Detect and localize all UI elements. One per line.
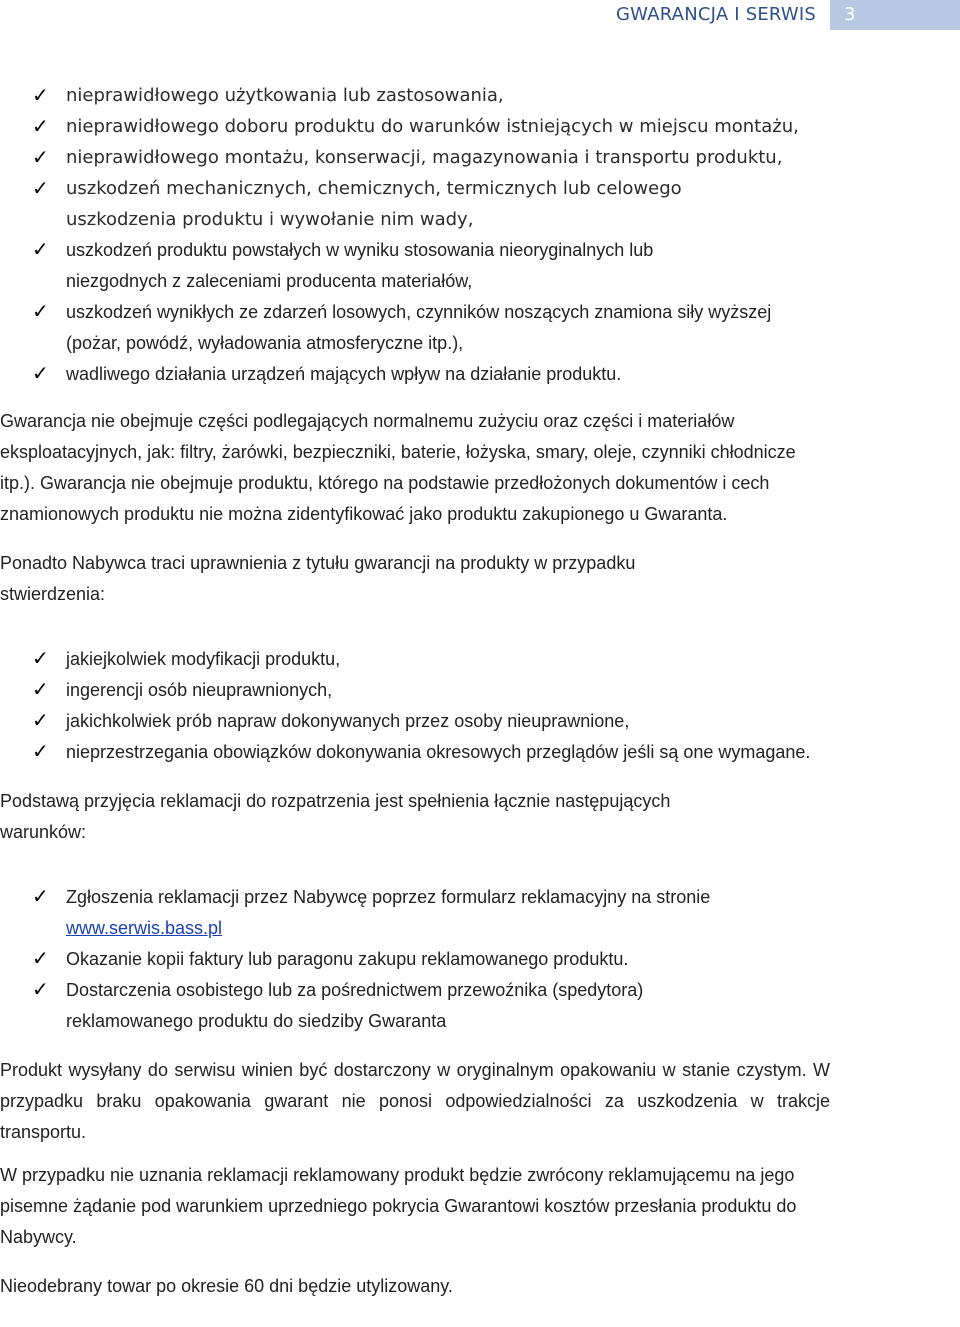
- page-header: [616, 0, 960, 30]
- list-item: ✓ uszkodzeń mechanicznych, chemicznych, termicznych lub celowego uszkodzenia produktu i wywołanie nim wady,: [0, 173, 960, 235]
- checkmark-icon: ✓: [32, 679, 49, 701]
- list-item: ✓ jakiejkolwiek modyfikacji produktu,: [0, 644, 960, 675]
- conditions-list: [0, 882, 960, 1037]
- header-title: GWARANCJA I SERWIS: [616, 4, 816, 25]
- checkmark-icon: ✓: [32, 741, 49, 763]
- page-number: 3: [830, 0, 960, 30]
- checkmark-icon: ✓: [32, 363, 49, 385]
- document-body: [0, 80, 960, 1302]
- loss-of-rights-list: [0, 644, 960, 768]
- checkmark-icon: ✓: [32, 979, 49, 1001]
- list-item: ✓ jakichkolwiek prób napraw dokonywanych przez osoby nieuprawnione,: [0, 706, 960, 737]
- checkmark-icon: ✓: [32, 301, 49, 323]
- serwis-link[interactable]: www.serwis.bass.pl: [66, 918, 223, 938]
- list-item: ✓ uszkodzeń produktu powstałych w wyniku stosowania nieoryginalnych lub niezgodnych z zaleceniami producenta materiałów,: [0, 235, 960, 297]
- list-item: ✓ wadliwego działania urządzeń mających wpływ na działanie produktu.: [0, 359, 960, 390]
- list-item: ✓ nieprzestrzegania obowiązków dokonywania okresowych przeglądów jeśli są one wymagane.: [0, 737, 960, 768]
- list-item: ✓ Dostarczenia osobistego lub za pośrednictwem przewoźnika (spedytora) reklamowanego produktu do siedziby Gwaranta: [0, 975, 960, 1037]
- list-item: ✓ ingerencji osób nieuprawnionych,: [0, 675, 960, 706]
- checkmark-icon: ✓: [32, 710, 49, 732]
- checkmark-icon: ✓: [32, 648, 49, 670]
- checkmark-icon: ✓: [32, 145, 49, 169]
- list-item: ✓ Okazanie kopii faktury lub paragonu zakupu reklamowanego produktu.: [0, 944, 960, 975]
- checkmark-icon: ✓: [32, 176, 49, 200]
- checkmark-icon: ✓: [32, 948, 49, 970]
- paragraph-packaging: Produkt wysyłany do serwisu winien być dostarczony w oryginalnym opakowaniu w stanie czystym. W przypadku braku opakowania gwarant nie ponosi odpowiedzialności za uszkodzenia w trakcje transportu.: [0, 1060, 830, 1142]
- paragraph-conditions: Podstawą przyjęcia reklamacji do rozpatrzenia jest spełnienia łącznie następujących warunków:: [0, 791, 671, 842]
- list-item: ✓ uszkodzeń wynikłych ze zdarzeń losowych, czynników noszących znamiona siły wyższej (pożar, powódź, wyładowania atmosferyczne itp.),: [0, 297, 960, 359]
- exclusions-list: [0, 80, 960, 235]
- checkmark-icon: ✓: [32, 114, 49, 138]
- checkmark-icon: ✓: [32, 83, 49, 107]
- paragraph-disposal: Nieodebrany towar po okresie 60 dni będzie utylizowany.: [0, 1276, 453, 1296]
- exclusions-list-continued: [0, 235, 960, 390]
- list-item: ✓ nieprawidłowego użytkowania lub zastosowania,: [0, 80, 960, 111]
- paragraph-consumables: Gwarancja nie obejmuje części podlegających normalnemu zużyciu oraz części i materiałów eksploatacyjnych, jak: filtry, żarówki, bezpieczniki, baterie, łożyska, smary, oleje, czynniki chłodnicze itp.). Gwarancja nie obejmuje produktu, którego na podstawie przedłożonych dokumentów i cech znamionowych produktu nie można zidentyfikować jako produktu zakupionego u Gwaranta.: [0, 411, 796, 524]
- paragraph-rejected-claim: W przypadku nie uznania reklamacji reklamowany produkt będzie zwrócony reklamującemu na jego pisemne żądanie pod warunkiem uprzedniego pokrycia Gwarantowi kosztów przesłania produktu do Nabywcy.: [0, 1165, 797, 1247]
- list-item: ✓ Zgłoszenia reklamacji przez Nabywcę poprzez formularz reklamacyjny na stronie www.serwis.bass.pl: [0, 882, 960, 944]
- list-item: ✓ nieprawidłowego doboru produktu do warunków istniejących w miejscu montażu,: [0, 111, 960, 142]
- paragraph-loss-of-rights: Ponadto Nabywca traci uprawnienia z tytułu gwarancji na produkty w przypadku stwierdzenia:: [0, 553, 636, 604]
- list-item: ✓ nieprawidłowego montażu, konserwacji, magazynowania i transportu produktu,: [0, 142, 960, 173]
- checkmark-icon: ✓: [32, 239, 49, 261]
- checkmark-icon: ✓: [32, 886, 49, 908]
